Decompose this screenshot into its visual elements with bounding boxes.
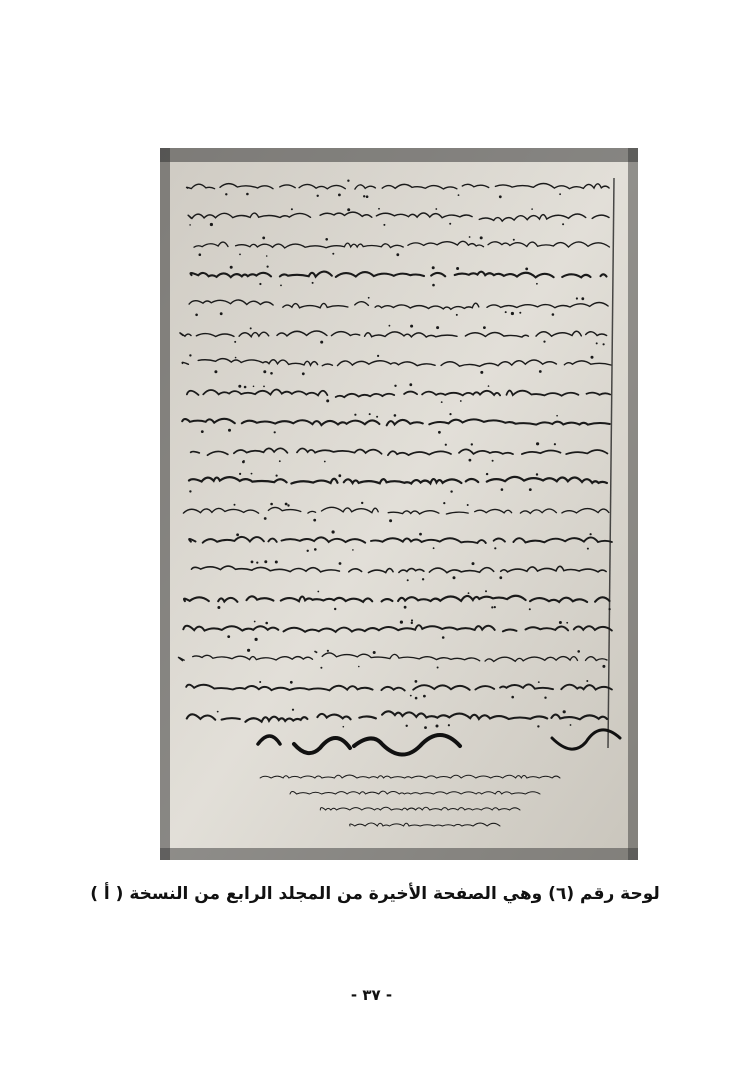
diacritic-dot <box>339 562 342 565</box>
diacritic-dot <box>312 282 314 284</box>
diacritic-dot <box>265 622 268 625</box>
diacritic-dot <box>539 370 542 373</box>
diacritic-dot <box>400 621 403 624</box>
diacritic-dot <box>448 724 450 726</box>
diacritic-dot <box>415 680 418 683</box>
diacritic-dot <box>544 697 546 699</box>
diacritic-dot <box>243 460 245 462</box>
diacritic-dot <box>499 195 502 198</box>
diacritic-dot <box>511 312 514 315</box>
diacritic-dot <box>442 636 445 639</box>
diacritic-dot <box>239 254 241 256</box>
diacritic-dot <box>324 461 326 463</box>
diacritic-dot <box>263 370 266 373</box>
diacritic-dot <box>469 459 472 462</box>
diacritic-dot <box>529 608 531 610</box>
diacritic-dot <box>279 460 281 462</box>
diacritic-dot <box>591 356 594 359</box>
diacritic-dot <box>290 681 293 684</box>
diacritic-dot <box>422 578 424 580</box>
diacritic-dot <box>251 473 253 475</box>
diacritic-dot <box>432 284 435 287</box>
diacritic-dot <box>559 621 562 624</box>
diacritic-dot <box>435 208 437 210</box>
diacritic-dot <box>511 696 514 699</box>
diacritic-dot <box>449 223 451 225</box>
diacritic-dot <box>460 400 462 402</box>
diacritic-dot <box>529 488 532 491</box>
diacritic-dot <box>214 370 217 373</box>
diacritic-dot <box>366 195 369 198</box>
diacritic-dot <box>287 504 289 506</box>
diacritic-dot <box>570 724 572 726</box>
diacritic-dot <box>453 576 456 579</box>
diacritic-dot <box>259 681 261 683</box>
diacritic-dot <box>456 314 458 316</box>
diacritic-dot <box>230 266 233 269</box>
diacritic-dot <box>274 431 276 433</box>
diacritic-dot <box>302 372 305 375</box>
diacritic-dot <box>376 416 378 418</box>
diacritic-dot <box>471 443 473 445</box>
diacritic-dot <box>332 253 334 255</box>
diacritic-dot <box>404 606 407 609</box>
diacritic-dot <box>415 697 418 700</box>
diacritic-dot <box>543 341 545 343</box>
diacritic-dot <box>239 473 241 475</box>
diacritic-dot <box>320 667 322 669</box>
diacritic-dot <box>225 193 227 195</box>
diacritic-dot <box>228 429 231 432</box>
diacritic-dot <box>458 194 460 196</box>
diacritic-dot <box>445 444 447 446</box>
diacritic-dot <box>317 195 319 197</box>
diacritic-dot <box>317 591 319 593</box>
diacritic-dot <box>554 443 556 445</box>
diacritic-dot <box>411 619 413 621</box>
diacritic-dot <box>576 297 578 299</box>
diacritic-dot <box>505 311 507 313</box>
diacritic-dot <box>449 413 451 415</box>
diacritic-dot <box>332 530 335 533</box>
diacritic-dot <box>409 383 412 386</box>
diacritic-dot <box>492 460 494 462</box>
diacritic-dot <box>441 401 443 403</box>
diacritic-dot <box>210 223 213 226</box>
diacritic-dot <box>227 635 230 638</box>
diacritic-dot <box>596 342 598 344</box>
diacritic-dot <box>406 725 408 727</box>
diacritic-dot <box>603 343 605 345</box>
diacritic-dot <box>423 695 426 698</box>
diacritic-dot <box>347 208 350 211</box>
diacritic-dot <box>586 680 588 682</box>
diacritic-dot <box>263 386 265 388</box>
diacritic-dot <box>396 253 399 256</box>
diacritic-dot <box>494 547 496 549</box>
diacritic-dot <box>369 413 371 415</box>
diacritic-dot <box>234 504 236 506</box>
diacritic-dot <box>199 253 202 256</box>
diacritic-dot <box>189 490 191 492</box>
diacritic-dot <box>525 268 528 271</box>
diacritic-dot <box>291 208 293 210</box>
diacritic-dot <box>410 325 413 328</box>
diacritic-dot <box>280 285 282 287</box>
diacritic-dot <box>483 326 486 329</box>
diacritic-dot <box>485 590 487 592</box>
diacritic-dot <box>456 267 459 270</box>
diacritic-dot <box>235 357 237 359</box>
diacritic-dot <box>244 386 247 389</box>
diacritic-dot <box>472 562 475 565</box>
diacritic-dot <box>255 638 258 641</box>
diacritic-dot <box>383 224 385 226</box>
diacritic-dot <box>325 238 328 241</box>
diacritic-dot <box>556 415 558 417</box>
diacritic-dot <box>247 649 250 652</box>
diacritic-dot <box>315 651 317 653</box>
diacritic-dot <box>436 326 439 329</box>
diacritic-dot <box>480 371 483 374</box>
diacritic-dot <box>411 622 413 624</box>
manuscript-plate <box>160 148 638 860</box>
diacritic-dot <box>264 517 267 520</box>
diacritic-dot <box>437 667 439 669</box>
diacritic-dot <box>433 547 435 549</box>
diacritic-dot <box>407 579 409 581</box>
diacritic-dot <box>562 223 564 225</box>
diacritic-dot <box>250 327 252 329</box>
diacritic-dot <box>201 430 204 433</box>
diacritic-dot <box>326 399 329 402</box>
diacritic-dot <box>270 503 273 506</box>
diacritic-dot <box>352 549 354 551</box>
diacritic-dot <box>469 236 471 238</box>
diacritic-dot <box>195 314 198 317</box>
diacritic-dot <box>270 372 273 375</box>
diacritic-dot <box>389 519 392 522</box>
diacritic-dot <box>513 239 515 241</box>
diacritic-dot <box>602 665 605 668</box>
diacritic-dot <box>587 548 589 550</box>
diacritic-dot <box>581 297 584 300</box>
diacritic-dot <box>519 312 521 314</box>
diacritic-dot <box>373 651 376 654</box>
diacritic-dot <box>276 475 278 477</box>
diacritic-dot <box>424 726 427 729</box>
manuscript-image <box>160 148 638 860</box>
diacritic-dot <box>313 519 316 522</box>
diacritic-dot <box>536 283 538 285</box>
diacritic-dot <box>220 312 223 315</box>
diacritic-dot <box>488 385 490 387</box>
page-number: - ٣٧ - <box>350 986 393 1004</box>
diacritic-dot <box>536 473 538 475</box>
diacritic-dot <box>338 474 341 477</box>
diacritic-dot <box>236 533 239 536</box>
diacritic-dot <box>254 621 256 623</box>
diacritic-dot <box>536 442 539 445</box>
diacritic-dot <box>275 561 278 564</box>
diacritic-dot <box>563 710 566 713</box>
diacritic-dot <box>480 236 483 239</box>
diacritic-dot <box>256 562 258 564</box>
diacritic-dot <box>307 550 309 552</box>
diacritic-dot <box>577 650 580 653</box>
diacritic-dot <box>501 488 504 491</box>
diacritic-dot <box>262 237 265 240</box>
diacritic-dot <box>438 431 441 434</box>
diacritic-dot <box>468 592 470 594</box>
diacritic-dot <box>436 725 439 728</box>
diacritic-dot <box>531 208 533 210</box>
diacritic-dot <box>394 414 397 417</box>
diacritic-dot <box>285 503 288 506</box>
diacritic-dot <box>443 502 445 504</box>
diacritic-dot <box>264 560 267 563</box>
diacritic-dot <box>354 414 356 416</box>
diacritic-dot <box>358 666 360 668</box>
diacritic-dot <box>486 473 488 475</box>
diacritic-dot <box>234 341 236 343</box>
diacritic-dot <box>538 681 540 683</box>
diacritic-dot <box>246 193 249 196</box>
diacritic-dot <box>499 576 502 579</box>
diacritic-dot <box>410 695 412 697</box>
diacritic-dot <box>343 726 345 728</box>
diacritic-dot <box>559 193 561 195</box>
plate-caption: لوحة رقم (٦) وهي الصفحة الأخيرة من المجلد الرابع من النسخة ( أ ) <box>90 884 660 904</box>
diacritic-dot <box>327 650 329 652</box>
diacritic-dot <box>320 341 323 344</box>
diacritic-dot <box>432 266 435 269</box>
diacritic-dot <box>537 725 539 727</box>
diacritic-dot <box>378 208 380 210</box>
diacritic-dot <box>494 606 496 608</box>
diacritic-dot <box>361 502 363 504</box>
diacritic-dot <box>251 561 254 564</box>
diacritic-dot <box>389 325 391 327</box>
diacritic-dot <box>253 386 255 388</box>
diacritic-dot <box>259 283 261 285</box>
diacritic-dot <box>314 548 317 551</box>
diacritic-dot <box>238 385 241 388</box>
diacritic-dot <box>189 354 191 356</box>
diacritic-dot <box>217 606 220 609</box>
diacritic-dot <box>334 608 336 610</box>
diacritic-dot <box>609 608 611 610</box>
diacritic-dot <box>267 266 269 268</box>
diacritic-dot <box>347 180 349 182</box>
diacritic-dot <box>552 313 555 316</box>
diacritic-dot <box>467 504 469 506</box>
diacritic-dot <box>292 709 294 711</box>
diacritic-dot <box>491 606 493 608</box>
diacritic-dot <box>266 255 268 257</box>
diacritic-dot <box>217 711 219 713</box>
diacritic-dot <box>394 385 396 387</box>
diacritic-dot <box>590 533 592 535</box>
diacritic-dot <box>368 297 370 299</box>
diacritic-dot <box>377 355 379 357</box>
diacritic-dot <box>419 533 422 536</box>
diacritic-dot <box>338 194 341 197</box>
diacritic-dot <box>363 195 365 197</box>
diacritic-dot <box>450 490 452 492</box>
diacritic-dot <box>566 622 568 624</box>
diacritic-dot <box>189 224 191 226</box>
